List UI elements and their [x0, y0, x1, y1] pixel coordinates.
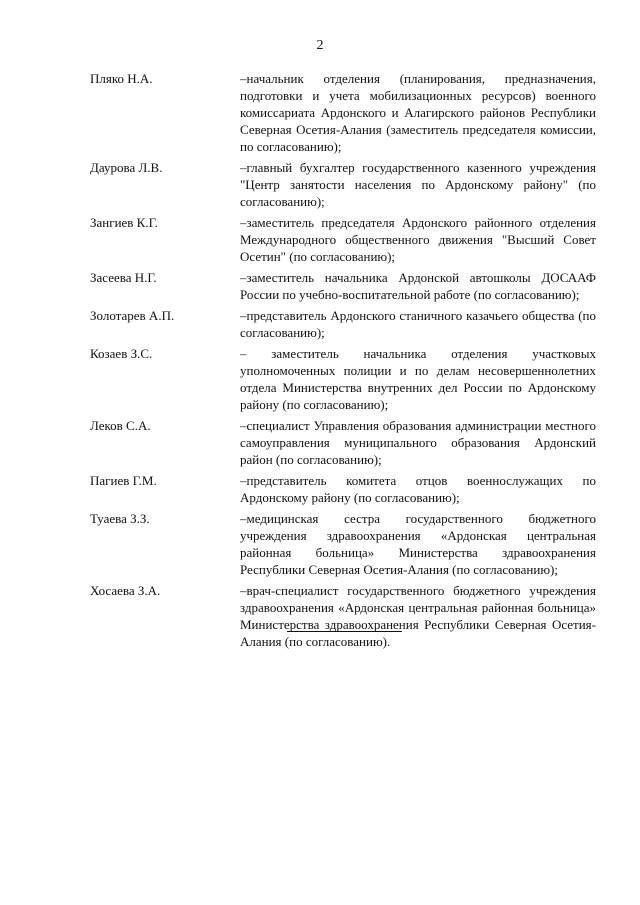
member-row: [90, 345, 596, 413]
member-row: [90, 307, 596, 341]
member-role: –заместитель председателя Ардонского районного отделения Международного общественного движения "Высший Совет Осетин" (по согласованию);: [240, 215, 596, 264]
member-name: Даурова Л.В.: [90, 160, 163, 175]
member-role: – заместитель начальника отделения участковых уполномоченных полиции и по делам несовершеннолетних отдела Министерства внутренних дел России по Ардонскому району (по согласованию);: [240, 346, 596, 412]
member-role: –представитель комитета отцов военнослужащих по Ардонскому району (по согласованию);: [240, 473, 596, 505]
member-role: –заместитель начальника Ардонской автошколы ДОСААФ России по учебно-воспитательной работе (по согласованию);: [240, 270, 596, 302]
page-number: 2: [316, 38, 324, 53]
member-row: [90, 582, 596, 650]
member-name: Туаева З.З.: [90, 511, 150, 526]
member-name: Пляко Н.А.: [90, 71, 153, 86]
member-role: –медицинская сестра государственного бюджетного учреждения здравоохранения «Ардонская центральная районная больница» Министерства здравоохранения Республики Северная Осетия-Алания (по согласованию);: [240, 511, 596, 577]
member-role: –врач-специалист государственного бюджетного учреждения здравоохранения «Ардонская центральная районная больница» Министерства здравоохранения Республики Северная Осетия-Алания (по согласованию).: [240, 583, 596, 649]
member-row: [90, 417, 596, 468]
member-name: Золотарев А.П.: [90, 308, 175, 323]
member-name: Зангиев К.Г.: [90, 215, 158, 230]
commission-members-list: [90, 70, 596, 654]
member-name: Козаев З.С.: [90, 346, 153, 361]
member-role: –специалист Управления образования администрации местного самоуправления муниципального образования Ардонский район (по согласованию);: [240, 418, 596, 467]
member-name: Леков С.А.: [90, 418, 151, 433]
member-row: [90, 159, 596, 210]
closing-separator-line: [287, 631, 402, 632]
member-role: –главный бухгалтер государственного казенного учреждения "Центр занятости населения по Ардонскому району" (по согласованию);: [240, 160, 596, 209]
member-row: [90, 269, 596, 303]
member-name: Хосаева З.А.: [90, 583, 161, 598]
member-name: Пагиев Г.М.: [90, 473, 157, 488]
member-name: Засеева Н.Г.: [90, 270, 157, 285]
member-row: [90, 472, 596, 506]
member-role: –начальник отделения (планирования, предназначения, подготовки и учета мобилизационных ресурсов) военного комиссариата Ардонского и Алагирского районов Республики Северная Осетия-Алания (заместитель председателя комиссии, по согласованию);: [240, 71, 596, 154]
member-row: [90, 510, 596, 578]
member-row: [90, 70, 596, 155]
member-role: –представитель Ардонского станичного казачьего общества (по согласованию);: [240, 308, 596, 340]
member-row: [90, 214, 596, 265]
